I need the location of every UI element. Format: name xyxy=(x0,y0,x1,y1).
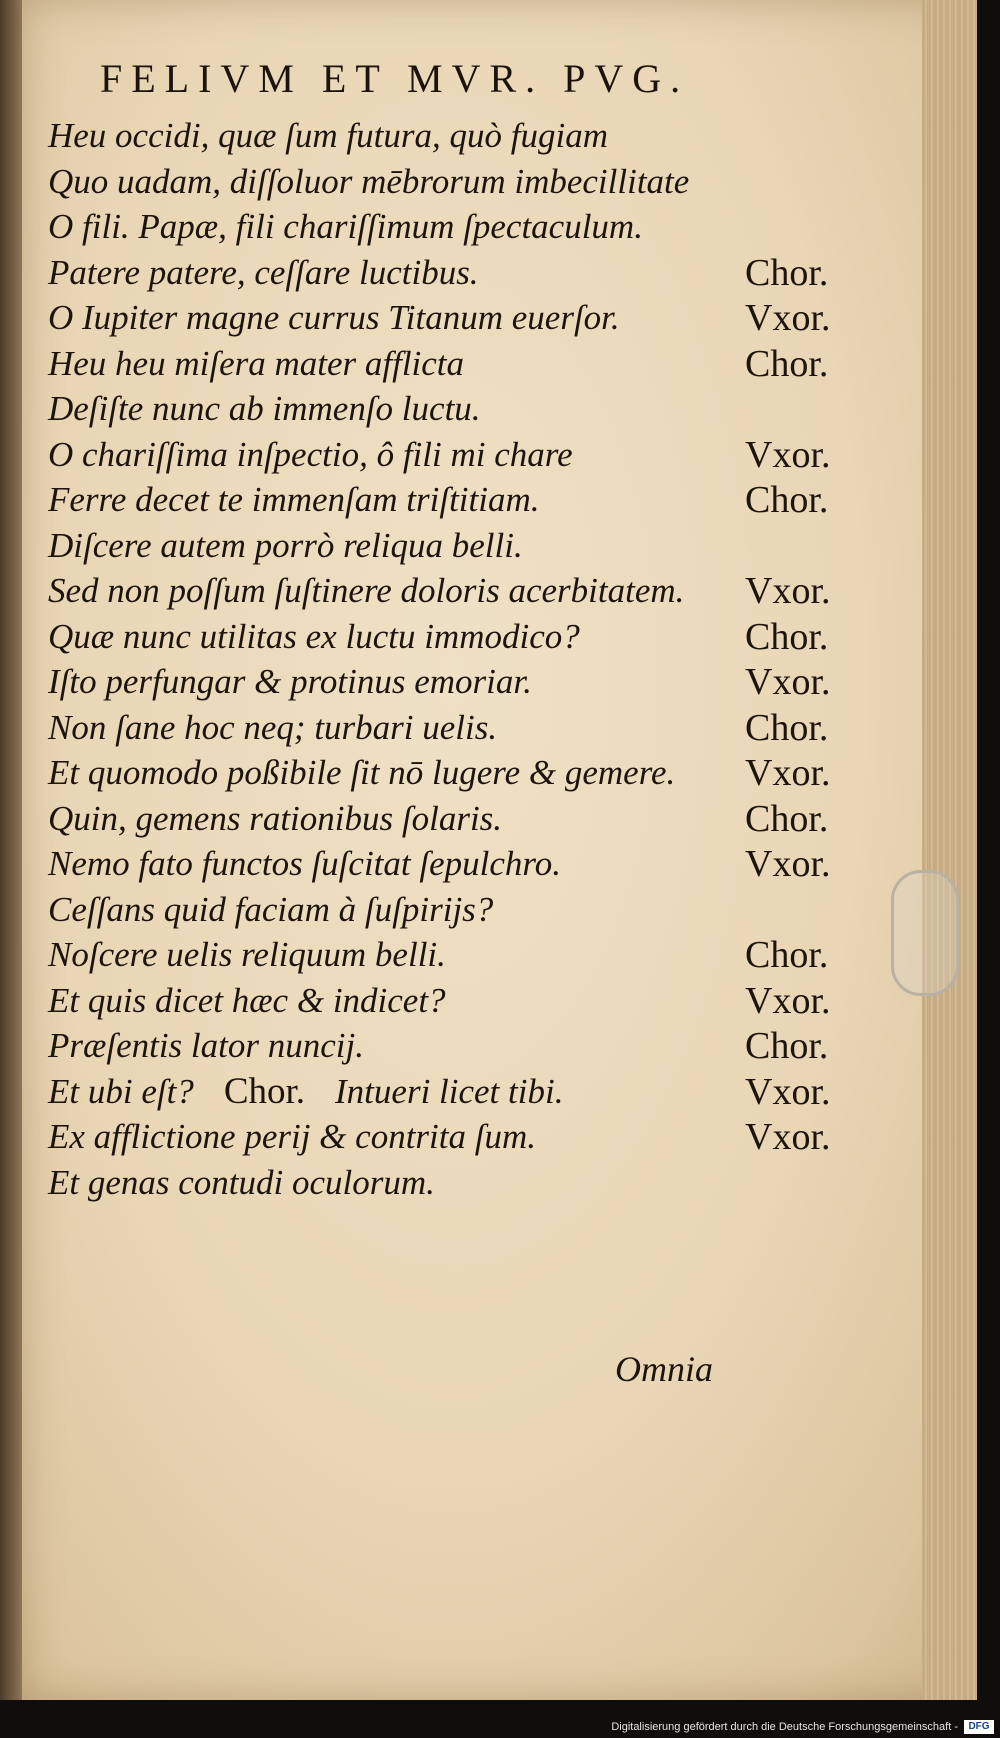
verse-line xyxy=(48,931,446,979)
verse-text: Ferre decet te immenſam triſtitiam. xyxy=(48,480,540,519)
verse-line xyxy=(48,112,608,160)
verse-line xyxy=(48,1022,364,1070)
verse-line xyxy=(48,249,479,297)
spine-shadow xyxy=(0,0,22,1700)
speaker-label: Vxor. xyxy=(745,752,831,794)
verse-line xyxy=(48,294,620,342)
dfg-logo: DFG xyxy=(964,1720,994,1734)
verse-text: O chariſſima inſpectio, ô fili mi chare xyxy=(48,434,573,474)
verse-text: Nemo fato functos ſuſcitat ſepulchro. xyxy=(48,844,561,883)
verse-text: Patere patere, ceſſare luctibus. xyxy=(48,252,479,292)
verse-line xyxy=(48,886,493,934)
speaker-label: Vxor. xyxy=(745,433,831,476)
speaker-label: Chor. xyxy=(745,479,829,521)
verse-line xyxy=(48,385,481,433)
verse-line xyxy=(48,658,532,706)
verse-text: O Iupiter magne currus Titanum euerſor. xyxy=(48,298,620,337)
verse-line xyxy=(48,203,643,251)
verse-line xyxy=(48,1159,435,1207)
speaker-label: Chor. xyxy=(745,615,829,658)
speaker-label: Vxor. xyxy=(745,1070,831,1113)
speaker-label: Chor. xyxy=(745,251,829,294)
speaker-label: Chor. xyxy=(745,1025,829,1067)
verse-text: Et genas contudi oculorum. xyxy=(48,1162,435,1202)
speaker-label: Vxor. xyxy=(745,570,831,612)
verse-text: Non ſane hoc neq; turbari uelis. xyxy=(48,707,498,747)
verse-text: Ex afflictione perij & contrita ſum. xyxy=(48,1117,536,1156)
verse-text: Quin, gemens rationibus ſolaris. xyxy=(48,798,503,838)
verse-line xyxy=(48,840,561,888)
speaker-label: Chor. xyxy=(745,342,829,385)
speaker-label: Vxor. xyxy=(745,979,831,1022)
verse-line xyxy=(48,522,523,570)
speaker-label: Chor. xyxy=(745,706,829,749)
verse-text: Deſiſte nunc ab immenſo luctu. xyxy=(48,389,481,428)
verse-text-continued: Intueri licet tibi. xyxy=(335,1071,564,1111)
page-clip xyxy=(891,870,959,996)
verse-text: Diſcere autem porrò reliqua belli. xyxy=(48,525,523,565)
verse-line xyxy=(48,567,684,615)
verse-line xyxy=(48,613,580,661)
verse-text: Quo uadam, diſſoluor mēbrorum imbecillitate xyxy=(48,161,690,201)
verse-line xyxy=(48,431,573,479)
verse-text: Et ubi eſt? xyxy=(48,1071,194,1111)
verse-text: Iſto perfungar & protinus emoriar. xyxy=(48,662,532,701)
verse-text: Et quis dicet hæc & indicet? xyxy=(48,980,446,1020)
verse-text: Ceſſans quid faciam à ſuſpirijs? xyxy=(48,889,494,929)
catchword: Omnia xyxy=(615,1349,713,1389)
speaker-label: Vxor. xyxy=(745,1116,831,1158)
footer-credit: Digitalisierung gefördert durch die Deutsche Forschungsgemeinschaft - xyxy=(611,1721,958,1733)
verse-line xyxy=(48,1068,563,1116)
verse-line xyxy=(48,340,464,388)
verse-text: O fili. Papæ, fili chariſſimum ſpectaculum. xyxy=(48,207,643,246)
speaker-label: Chor. xyxy=(745,797,829,840)
verse-text: Heu occidi, quæ ſum futura, quò fugiam xyxy=(48,116,608,155)
verse-line xyxy=(48,749,675,797)
verse-line xyxy=(48,977,446,1025)
verse-text: Heu heu miſera mater afflicta xyxy=(48,343,465,383)
running-head: FELIVM ET MVR. PVG. xyxy=(100,56,690,101)
speaker-label: Vxor. xyxy=(745,843,831,885)
speaker-label: Vxor. xyxy=(745,297,831,339)
verse-line xyxy=(48,158,689,206)
verse-text: Quæ nunc utilitas ex luctu immodico? xyxy=(48,616,580,656)
verse-line xyxy=(48,704,497,752)
verse-line xyxy=(48,476,540,524)
verse-text: Noſcere uelis reliquum belli. xyxy=(48,935,446,974)
verse-text: Præſentis lator nuncij. xyxy=(48,1026,364,1065)
verse-line xyxy=(48,1113,536,1161)
verse-text: Et quomodo poßibile ſit nō lugere & gemere. xyxy=(48,753,676,792)
speaker-label: Chor. xyxy=(745,934,829,976)
verse-line xyxy=(48,795,502,843)
page-edges xyxy=(922,0,977,1700)
speaker-label: Vxor. xyxy=(745,661,831,703)
inline-speaker-label: Chor. xyxy=(223,1070,306,1112)
verse-text: Sed non poſſum ſuſtinere doloris acerbitatem. xyxy=(48,571,685,610)
